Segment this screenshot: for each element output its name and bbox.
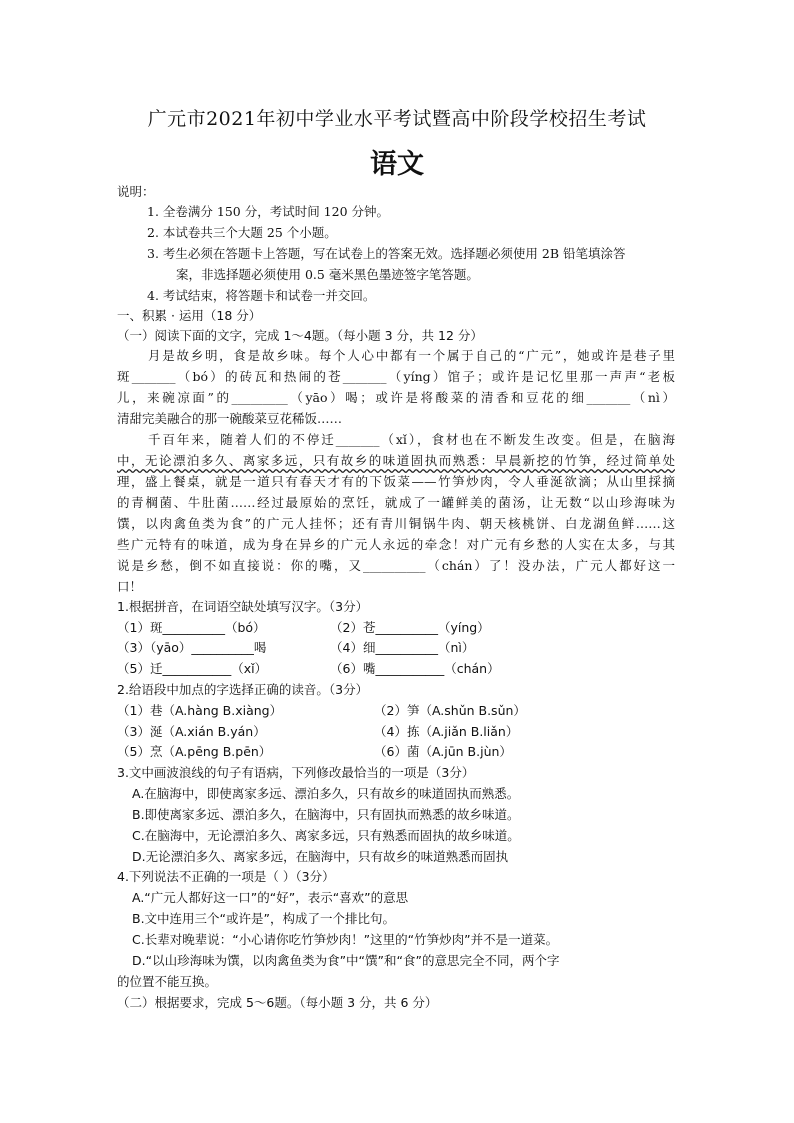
q4-option: B.文中连用三个“或许是”，构成了一个排比句。: [132, 911, 396, 926]
passage-line: 说是乡愁，倒不如直接说：你的嘴，又__________（chán）了！没办法，广元人都好这一: [117, 558, 675, 573]
q1-item: （6）嘴___________（chán）: [330, 661, 500, 676]
instruction-item: 1. 全卷满分 150 分，考试时间 120 分钟。: [147, 204, 390, 219]
part-heading: （一）阅读下面的文字，完成 1～4题。（每小题 3 分，共 12 分）: [117, 328, 483, 343]
question-stem: 4.下列说法不正确的一项是（ ）（3分）: [117, 869, 335, 884]
passage-line: 些广元特有的味道，成为身在异乡的广元人永远的牵念！对广元有乡愁的人实在太多，与其: [117, 537, 675, 552]
q1-item: （1）斑__________（bó）: [117, 620, 266, 635]
q2-item: （2）笋（A.shǔn B.sǔn）: [374, 703, 526, 718]
q2-item: （5）烹（A.pēng B.pēn）: [117, 744, 272, 759]
passage-line: 月是故乡明，食是故乡味。每个人心中都有一个属于自己的“广元”，她或许是巷子里: [148, 348, 675, 363]
instruction-item: 3. 考生必须在答题卡上答题，写在试卷上的答案无效。选择题必须使用 2B 铅笔填涂答: [147, 246, 626, 261]
passage-line: 口！: [117, 579, 143, 594]
q4-option: D.“以山珍海味为馔，以肉禽鱼类为食”中“馔”和“食”的意思完全不同，两个字: [132, 953, 560, 968]
q3-option: D.无论漂泊多久、离家多远，在脑海中，只有故乡的味道熟悉而固执: [132, 849, 509, 864]
q3-option: A.在脑海中，即使离家多远、漂泊多久，只有故乡的味道固执而熟悉。: [132, 786, 520, 801]
question-stem: 3.文中画波浪线的句子有语病，下列修改最恰当的一项是（3分）: [117, 765, 475, 780]
passage-line: 儿，来碗凉面”的_________（yāo）喝；或许是将酸菜的清香和豆花的细_______（nì）: [117, 390, 675, 405]
subject-title: 语文: [370, 149, 424, 180]
question-stem: 2.给语段中加点的字选择正确的读音。（3分）: [117, 682, 369, 697]
passage-line: 千百年来，随着人们的不停迁_______（xǐ），食材也在不断发生改变。但是，在脑海: [148, 432, 675, 447]
wavy-underlined-line: 中，无论漂泊多久、离家多远，只有故乡的味道固执而熟悉：早晨新挖的竹笋，经过简单处: [117, 453, 675, 468]
passage-line: 清甜完美融合的那一碗酸菜豆花稀饭……: [117, 411, 343, 426]
q3-option: C.在脑海中，无论漂泊多久、离家多远，只有熟悉而固执的故乡味道。: [132, 828, 520, 843]
q1-item: （2）苍__________（yíng）: [330, 620, 490, 635]
q2-item: （6）菌（A.jūn B.jùn）: [374, 744, 512, 759]
part-heading: （二）根据要求，完成 5～6题。（每小题 3 分，共 6 分）: [117, 995, 438, 1010]
passage-line: 斑_______（bó）的砖瓦和热闹的苍_______（yíng）馆子；或许是记忆里那一声声“老板: [117, 369, 675, 384]
instructions-label: 说明：: [117, 184, 155, 199]
q1-item: （3）（yāo）__________喝: [117, 640, 267, 655]
question-stem: 1.根据拼音，在词语空缺处填写汉字。（3分）: [117, 599, 369, 614]
q2-item: （3）涎（A.xián B.yán）: [117, 724, 266, 739]
q2-item: （4）拣（A.jiǎn B.liǎn）: [374, 724, 519, 739]
section-heading: 一、积累 · 运用（18 分）: [117, 308, 262, 323]
q2-item: （1）巷（A.hàng B.xiàng）: [117, 703, 283, 718]
q4-option-continued: 的位置不能互换。: [117, 974, 218, 989]
q1-item: （5）迁___________（xǐ）: [117, 661, 268, 676]
q1-item: （4）细__________（nì）: [330, 640, 475, 655]
passage-line: 的青棡菌、牛肚菌……经过最原始的烹饪，就成了一罐鲜美的菌汤，让无数“以山珍海味为: [117, 495, 675, 510]
instruction-item: 2. 本试卷共三个大题 25 个小题。: [147, 225, 337, 240]
instruction-item: 案，非选择题必须使用 0.5 毫米黑色墨迹签字笔答题。: [176, 267, 479, 282]
q4-option: C.长辈对晚辈说：“小心请你吃竹笋炒肉！”这里的“竹笋炒肉”并不是一道菜。: [132, 932, 559, 947]
instruction-item: 4. 考试结束，将答题卡和试卷一并交回。: [147, 288, 376, 303]
exam-title: 广元市2021年初中学业水平考试暨高中阶段学校招生考试: [147, 108, 647, 130]
q3-option: B.即使离家多远、漂泊多久，在脑海中，只有固执而熟悉的故乡味道。: [132, 807, 520, 822]
passage-line: 馔，以肉禽鱼类为食”的广元人挂怀；还有青川铜锅牛肉、朝天核桃饼、白龙湖鱼鲜……这: [117, 516, 675, 531]
q4-option: A.“广元人都好这一口”的“好”，表示“喜欢”的意思: [132, 890, 409, 905]
passage-line: 理，盛上餐桌，就是一道只有春天才有的下饭菜——竹笋炒肉，令人垂涎欲滴；从山里採摘: [117, 474, 675, 489]
